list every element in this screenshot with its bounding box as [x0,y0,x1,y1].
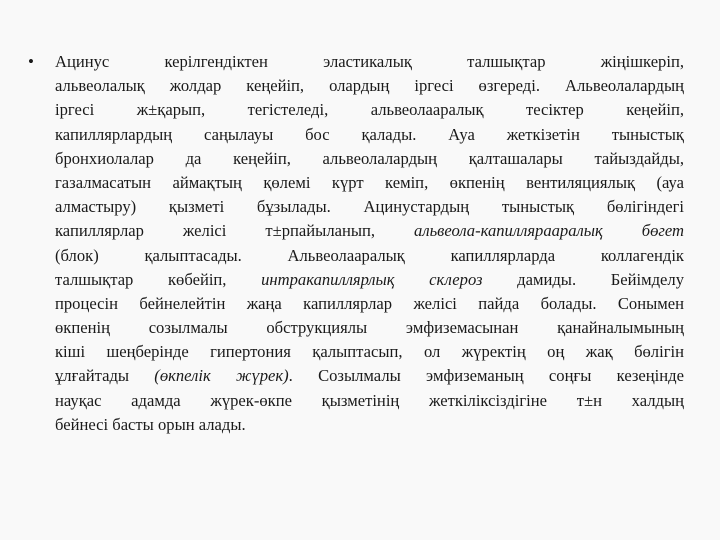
text-line [55,389,684,413]
text-line [55,413,684,437]
bullet-marker: • [28,52,34,71]
text-line [55,316,684,340]
text-run: . Созылмалы эмфиземаның соңғы кезеңінде [288,366,684,386]
text-run: бейнесі басты орын алады. [55,414,246,434]
text-line [55,98,684,122]
text-run: өкпенің созылмалы обструкциялы эмфиземасынан қанайналымының [55,318,684,338]
text-line [55,244,684,268]
text-run: Ацинус керілгендіктен эластикалық талшықтар жіңішкеріп, [55,52,684,71]
text-run: дамиды. Бейімделу [482,269,684,289]
text-run: іргесі ж±қарып, тегістеледі, альвеолааралық тесіктер кеңейіп, [55,100,684,120]
text-line [55,340,684,364]
text-line [55,268,684,292]
italic-term: альвеола-капиллярааралық бөгет [414,221,684,241]
bullet-item [28,50,684,437]
text-run: кіші шеңберінде гипертония қалыптасып, ол жүректің оң жақ бөлігін [55,342,684,362]
text-line [55,364,684,388]
text-line [55,123,684,147]
text-run: (блок) қалыптасады. Альвеолааралық капиллярларда коллагендік [55,245,684,265]
text-run: науқас адамда жүрек-өкпе қызметінің жеткіліксіздігіне т±н халдың [55,390,684,410]
text-run: талшықтар көбейіп, [55,269,262,289]
italic-term: (өкпелік жүрек) [154,366,289,386]
text-run: капиллярлар желісі т±рпайыланып, [55,221,415,241]
text-run: альвеолалық жолдар кеңейіп, олардың іргесі өзгереді. Альвеолалардың [55,76,684,96]
text-run: капиллярлардың саңылауы бос қалады. Ауа жеткізетін тыныстық [55,124,684,144]
text-line [55,147,684,171]
text-line [55,171,684,195]
text-line [55,74,684,98]
text-line [55,219,684,243]
text-line [55,292,684,316]
text-run: бронхиолалар да кеңейіп, альвеолалардың қалташалары тайыздайды, [55,148,684,168]
text-run: газалмасатын аймақтың қөлемі күрт кеміп, өкпенің вентиляциялық (ауа [55,172,684,192]
italic-term: интракапиллярлық склероз [261,269,483,289]
text-run: алмастыру) қызметі бұзылады. Ацинустардың тыныстық бөлігіндегі [55,197,684,217]
text-line [55,195,684,219]
body-paragraph [55,50,684,437]
text-run: процесін бейнелейтін жаңа капиллярлар желісі пайда болады. Сонымен [55,293,684,313]
text-line [55,50,684,74]
text-run: ұлғайтады [55,366,155,386]
